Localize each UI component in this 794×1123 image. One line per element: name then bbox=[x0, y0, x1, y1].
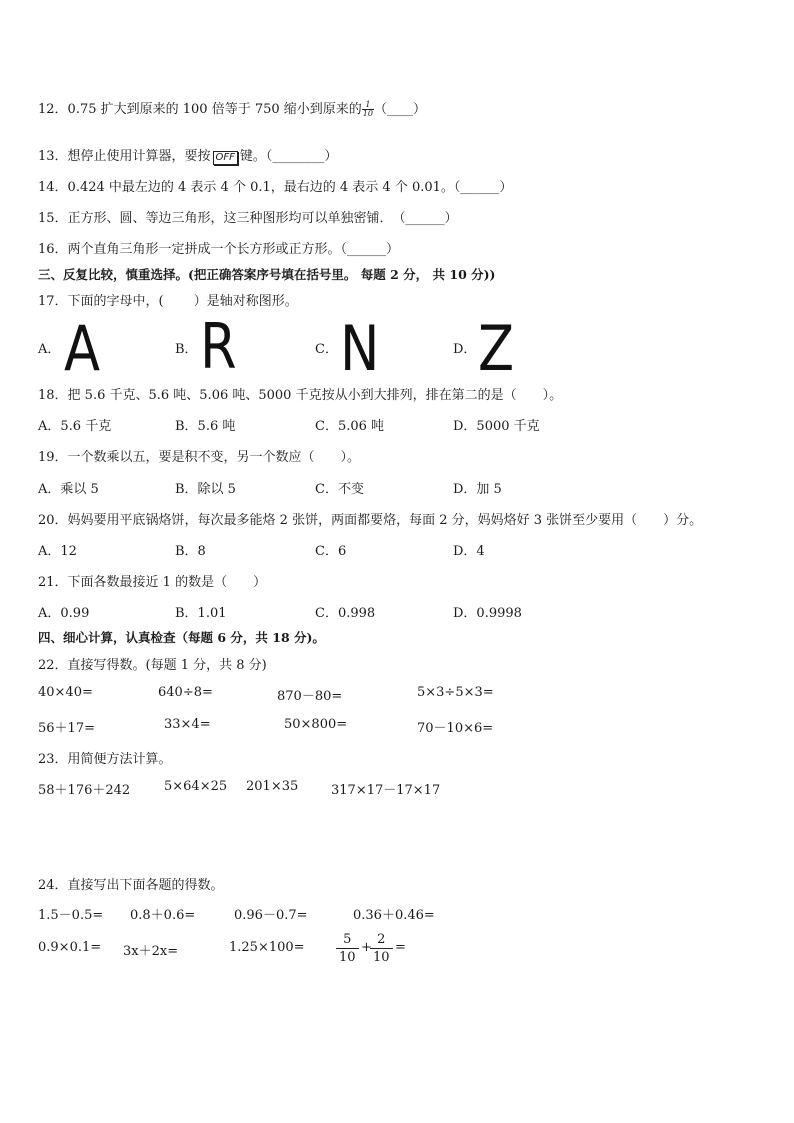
fraction-five-tenths: $\frac{5}{10}$ bbox=[336, 931, 359, 966]
q18-option-d: D．5000 千克 bbox=[453, 419, 540, 434]
letter-n-image: N bbox=[340, 312, 380, 385]
letter-a-image: A bbox=[64, 312, 101, 385]
equals-sign: = bbox=[395, 940, 406, 955]
fraction-one-tenth: $\frac{1}{10}$ bbox=[362, 100, 373, 118]
question-13-text: 13．想停止使用计算器，要按 bbox=[38, 149, 211, 164]
q17-option-a-label: A． bbox=[38, 342, 61, 357]
q21-option-a: A．0.99 bbox=[38, 606, 90, 621]
question-24-stem: 24．直接写出下面各题的得数。 bbox=[38, 878, 224, 893]
question-12-text: 12．0.75 扩大到原来的 100 倍等于 750 缩小到原来的 bbox=[38, 102, 362, 117]
q17-option-b-label: B． bbox=[175, 342, 198, 357]
q23-item: 5×64×25 bbox=[164, 779, 228, 794]
q23-item: 58＋176＋242 bbox=[38, 783, 131, 798]
q20-option-a: A．12 bbox=[38, 544, 77, 559]
plus-sign: + bbox=[361, 940, 372, 955]
fraction-two-tenths: $\frac{2}{10}$ bbox=[370, 931, 393, 966]
question-17-stem: 17．下面的字母中，( ）是轴对称图形。 bbox=[38, 294, 298, 309]
q20-option-c: C．6 bbox=[315, 544, 347, 559]
q22-item: 40×40= bbox=[38, 685, 93, 700]
q18-option-b: B．5.6 吨 bbox=[175, 419, 236, 434]
section-3-heading: 三、反复比较，慎重选择。(把正确答案序号填在括号里。 每题 2 分， 共 10 分)) bbox=[38, 267, 496, 282]
q19-option-c: C．不变 bbox=[315, 482, 364, 497]
q24-item: 0.9×0.1= bbox=[38, 940, 102, 955]
q21-option-d: D．0.9998 bbox=[453, 606, 522, 621]
q19-option-a: A．乘以 5 bbox=[38, 482, 99, 497]
answer-blank: 键。（________） bbox=[239, 149, 338, 164]
question-13 bbox=[38, 145, 337, 165]
question-22-stem: 22．直接写得数。(每题 1 分，共 8 分) bbox=[38, 658, 267, 673]
question-16: 16．两个直角三角形一定拼成一个长方形或正方形。（______） bbox=[38, 242, 400, 257]
q24-item: 1.25×100= bbox=[229, 940, 305, 955]
question-15: 15．正方形、圆、等边三角形，这三种图形均可以单独密铺． （______） bbox=[38, 211, 458, 226]
q20-option-d: D．4 bbox=[453, 544, 485, 559]
q18-option-a: A．5.6 千克 bbox=[38, 419, 112, 434]
section-4-heading: 四、细心计算，认真检查（每题 6 分，共 18 分)。 bbox=[38, 630, 325, 645]
q18-option-c: C．5.06 吨 bbox=[315, 419, 385, 434]
q22-item: 33×4= bbox=[164, 717, 211, 732]
q17-option-c-label: C． bbox=[315, 342, 338, 357]
q23-item: 201×35 bbox=[246, 779, 299, 794]
question-23-stem: 23．用简便方法计算。 bbox=[38, 752, 172, 767]
q24-item: 1.5－0.5= bbox=[38, 908, 104, 923]
q19-option-b: B．除以 5 bbox=[175, 482, 236, 497]
answer-blank: （____） bbox=[373, 102, 426, 117]
q22-item: 5×3÷5×3= bbox=[417, 685, 494, 700]
q22-item: 640÷8= bbox=[158, 685, 213, 700]
question-12 bbox=[38, 98, 426, 118]
letter-r-image: R bbox=[200, 310, 237, 383]
off-key-icon: OFF bbox=[213, 151, 238, 165]
q23-item: 317×17－17×17 bbox=[331, 783, 441, 798]
q22-item: 50×800= bbox=[284, 717, 348, 732]
q24-item: 3x＋2x= bbox=[123, 944, 179, 959]
question-21-stem: 21．下面各数最接近 1 的数是（ ） bbox=[38, 575, 267, 590]
q21-option-c: C．0.998 bbox=[315, 606, 376, 621]
letter-z-image: Z bbox=[478, 312, 515, 385]
q24-item: 0.36＋0.46= bbox=[353, 908, 435, 923]
q20-option-b: B．8 bbox=[175, 544, 206, 559]
q24-item: 0.96－0.7= bbox=[234, 908, 308, 923]
question-18-stem: 18．把 5.6 千克、5.6 吨、5.06 吨、5000 千克按从小到大排列，排在第二的是（ ）。 bbox=[38, 388, 563, 403]
q19-option-d: D．加 5 bbox=[453, 482, 502, 497]
q21-option-b: B．1.01 bbox=[175, 606, 227, 621]
question-14: 14．0.424 中最左边的 4 表示 4 个 0.1，最右边的 4 表示 4 个 0.01。（______） bbox=[38, 180, 513, 195]
q22-item: 70－10×6= bbox=[417, 721, 494, 736]
question-19-stem: 19．一个数乘以五，要是积不变，另一个数应（ ）。 bbox=[38, 450, 361, 465]
question-20-stem: 20．妈妈要用平底锅烙饼，每次最多能烙 2 张饼，两面都要烙，每面 2 分，妈妈烙好 3 张饼至少要用（ ）分。 bbox=[38, 513, 703, 528]
q22-item: 870－80= bbox=[277, 689, 343, 704]
q24-item: 0.8＋0.6= bbox=[130, 908, 196, 923]
q17-option-d-label: D． bbox=[453, 342, 477, 357]
q22-item: 56＋17= bbox=[38, 721, 95, 736]
